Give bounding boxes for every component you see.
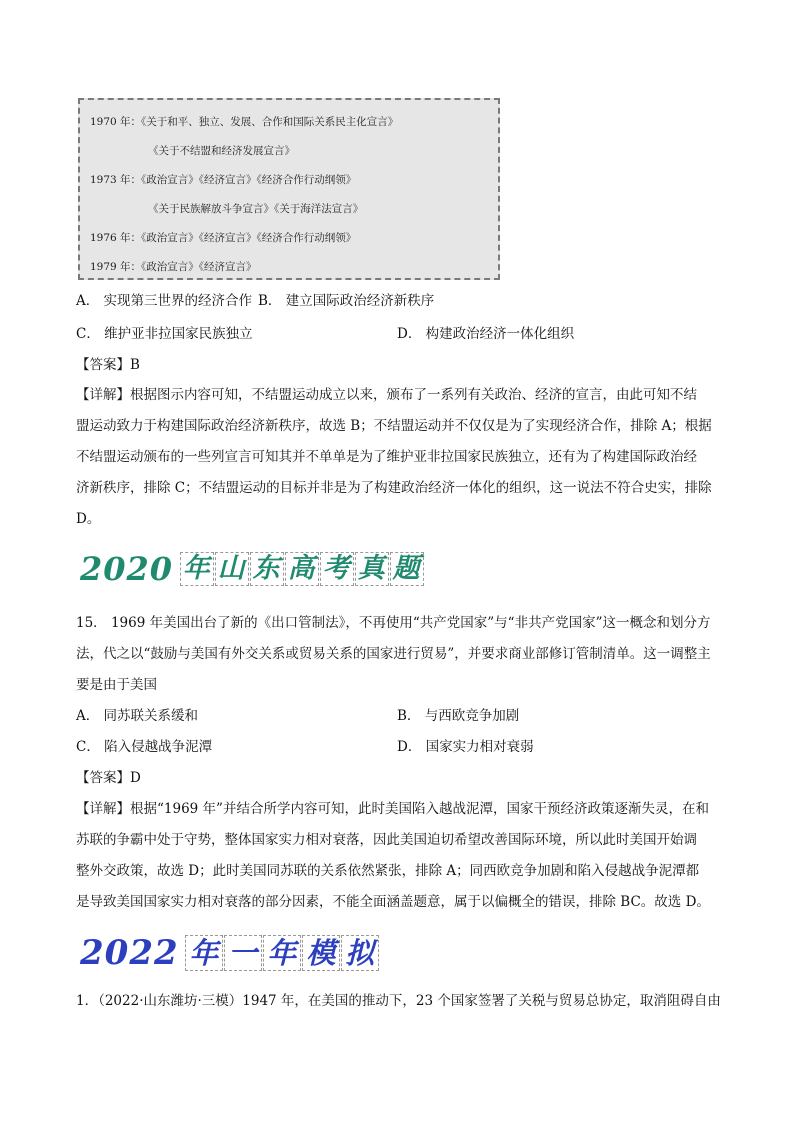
analysis-line: 【详解】根据图示内容可知，不结盟运动成立以来，颁布了一系列有关政治、经济的宣言，由此可知不结 [76,387,697,403]
q15-option-c: C． 陷入侵越战争泥潭 [76,739,213,755]
q15-option-d: D． 国家实力相对衰弱 [397,739,534,755]
q15-answer: 【答案】D [76,770,141,786]
q15-option-a: A． 同苏联关系缓和 [76,708,199,724]
q15-stem [76,608,722,701]
banner-char: 题 [390,552,424,586]
banner-char: 年 [185,935,223,971]
q14-analysis [76,380,722,535]
banner-char: 东 [250,552,284,586]
banner-2020-shandong-gaokao [80,551,425,587]
stem-line: 要是由于美国 [76,677,157,693]
stem-line: 法，代之以“鼓励与美国有外交关系或贸易关系的国家进行贸易”，并要求商业部修订管制清单。这一调整主 [76,646,711,662]
banner-char: 年 [180,552,214,586]
q15-analysis [76,794,722,918]
declarations-table-box [78,98,500,280]
q14-option-b: B． 建立国际政治经济新秩序 [258,293,435,309]
box-line: 1973 年：《政治宣言》《经济宣言》《经济合作行动纲领》 [90,174,357,186]
banner-2022-one-year-mock [80,934,380,972]
q14-option-a: A． 实现第三世界的经济合作 [76,293,253,309]
analysis-line: 【详解】根据“1969 年”并结合所学内容可知，此时美国陷入越战泥潭，国家干预经济政策逐渐失灵，在和 [76,801,709,817]
analysis-line: 苏联的争霸中处于守势，整体国家实力相对衰落，因此美国迫切希望改善国际环境，所以此时美国开始调 [76,832,697,848]
banner-char: 一 [224,935,262,971]
analysis-line: 整外交政策，故选 D；此时美国同苏联的关系依然紧张，排除 A；同西欧竞争加剧和陷入侵越战争泥潭都 [76,863,700,879]
analysis-line: 济新秩序，排除 C；不结盟运动的目标并非是为了构建政治经济一体化的组织，这一说法不符合史实，排除 [76,480,712,496]
q14-option-c: C． 维护亚非拉国家民族独立 [76,326,253,342]
q14-answer: 【答案】B [76,357,140,373]
banner-char: 模 [302,935,340,971]
banner-char: 山 [215,552,249,586]
q14-option-d: D． 构建政治经济一体化组织 [397,326,575,342]
q1-stem: 1．（2022·山东潍坊·三模）1947 年，在美国的推动下，23 个国家签署了关税与贸易总协定，取消阻碍自由 [76,993,721,1009]
q15-option-b: B． 与西欧竞争加剧 [397,708,520,724]
stem-line: 15． 1969 年美国出台了新的《出口管制法》，不再使用“共产党国家”与“非共产党国家”这一概念和划分方 [76,615,711,631]
analysis-line: 不结盟运动颁布的一些列宣言可知其并不单单是为了维护亚非拉国家民族独立，还有为了构建国际政治经 [76,449,697,465]
box-line: 《关于不结盟和经济发展宣言》 [148,145,295,157]
banner-char: 年 [263,935,301,971]
banner-year: 2020 [80,550,174,588]
box-line: 1976 年：《政治宣言》《经济宣言》《经济合作行动纲领》 [90,232,357,244]
analysis-line: 是导致美国国家实力相对衰落的部分因素，不能全面涵盖题意，属于以偏概全的错误，排除 BC。故选 D。 [76,894,710,910]
banner-char: 考 [320,552,354,586]
analysis-line: D。 [76,511,101,527]
banner-char: 高 [285,552,319,586]
banner-char: 拟 [341,935,379,971]
box-line: 1970 年：《关于和平、独立、发展、合作和国际关系民主化宣言》 [90,116,399,128]
analysis-line: 盟运动致力于构建国际政治经济新秩序，故选 B；不结盟运动并不仅仅是为了实现经济合作，排除 A；根据 [76,418,712,434]
banner-char: 真 [355,552,389,586]
banner-year: 2022 [80,933,179,973]
box-line: 《关于民族解放斗争宣言》《关于海洋法宣言》 [148,203,364,215]
box-line: 1979 年：《政治宣言》《经济宣言》 [90,261,257,273]
